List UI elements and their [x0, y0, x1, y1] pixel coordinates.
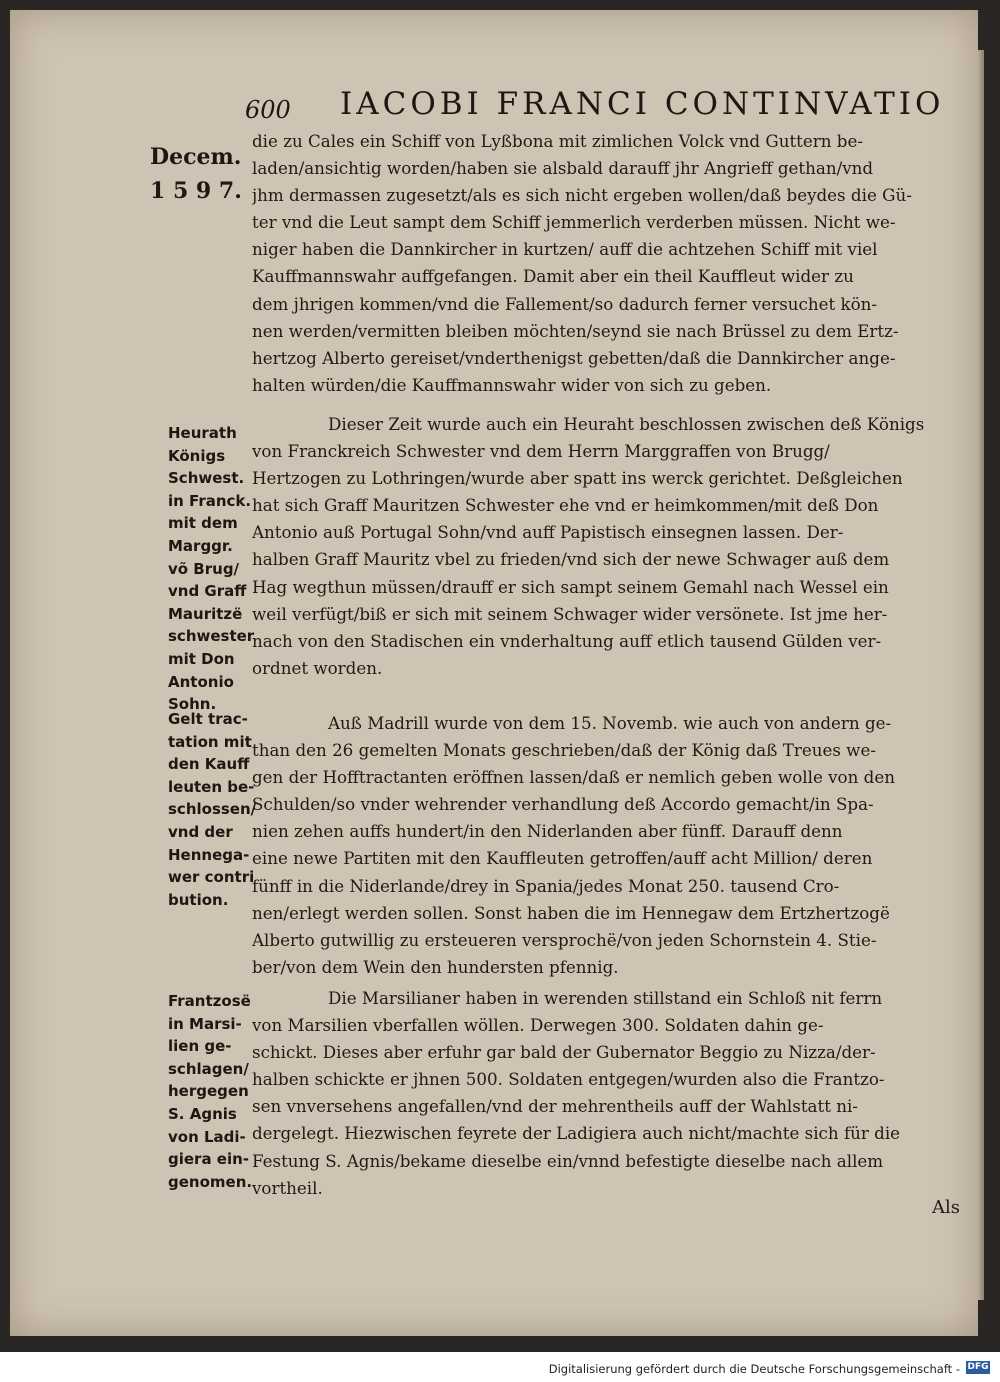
margin-line: võ Brug/: [168, 559, 240, 578]
text-line: nach von den Stadischen ein vnderhaltung auff etlich tausend Gülden ver-: [252, 630, 882, 651]
text-line: Die Marsilianer haben in werenden stillstand ein Schloß nit ferrn: [328, 988, 883, 1008]
text-line: ordnet worden.: [252, 657, 383, 678]
text-line: hertzog Alberto gereiset/vnderthenigst gebetten/daß die Dannkircher ange-: [252, 347, 896, 368]
paragraph-3: [252, 710, 968, 981]
text-line: fünff in die Niderlande/drey in Spania/jedes Monat 250. tausend Cro-: [252, 875, 840, 896]
text-line: ber/von dem Wein den hundersten pfennig.: [252, 956, 619, 977]
text-line: Kauffmannswahr auffgefangen. Damit aber ein theil Kauffleut wider zu: [252, 266, 854, 287]
margin-line: Marggr.: [168, 536, 233, 555]
text-line: hat sich Graff Mauritzen Schwester ehe vnd er heimkommen/mit deß Don: [252, 495, 879, 516]
text-line: von Marsilien vberfallen wöllen. Derwegen 300. Soldaten dahin ge-: [252, 1015, 824, 1036]
running-head: [245, 82, 945, 124]
text-line: Dieser Zeit wurde auch ein Heuraht beschlossen zwischen deß Königs: [328, 414, 925, 434]
margin-line: Heurath: [168, 424, 237, 442]
margin-line: leuten be-: [168, 777, 255, 796]
margin-line: genomen.: [168, 1172, 253, 1191]
text-line: vortheil.: [252, 1177, 323, 1198]
page-number: 600: [245, 96, 291, 124]
text-line: than den 26 gemelten Monats geschrieben/daß der König daß Treues we-: [252, 740, 876, 761]
margin-line: Mauritzë: [168, 604, 243, 623]
text-line: die zu Cales ein Schiff von Lyßbona mit zimlichen Volck vnd Guttern be-: [252, 131, 863, 151]
margin-line: Sohn.: [168, 695, 217, 714]
margin-line: in Marsi-: [168, 1014, 242, 1033]
margin-line: schlagen/: [168, 1059, 249, 1078]
page-edge: [978, 50, 984, 1300]
text-line: sen vnversehens angefallen/vnd der mehrentheils auff der Wahlstatt ni-: [252, 1096, 858, 1117]
text-line: Hag wegthun müssen/drauff er sich sampt seinem Gemahl nach Wessel ein: [252, 576, 889, 597]
text-line: nien zehen auffs hundert/in den Niderlanden aber fünff. Darauff denn: [252, 821, 843, 842]
text-line: ter vnd die Leut sampt dem Schiff jemmerlich verderben müssen. Nicht we-: [252, 212, 896, 233]
dfg-logo: DFG: [967, 1362, 989, 1372]
text-line: schickt. Dieses aber erfuhr gar bald der Gubernator Beggio zu Nizza/der-: [252, 1042, 876, 1063]
text-line: jhm dermassen zugesetzt/als es sich nicht ergeben wollen/daß beydes die Gü-: [252, 185, 912, 206]
text-line: von Franckreich Schwester vnd dem Herrn Marggraffen von Brugg/: [252, 441, 830, 462]
margin-line: in Franck.: [168, 491, 252, 510]
text-line: dergelegt. Hiezwischen feyrete der Ladigiera auch nicht/machte sich für die: [252, 1123, 901, 1144]
text-line: Schulden/so vnder wehrender verhandlung deß Accordo gemacht/in Spa-: [252, 794, 874, 815]
text-line: halten würden/die Kauffmannswahr wider von sich zu geben.: [252, 374, 772, 395]
text-line: halben Graff Mauritz vbel zu frieden/vnd sich der newe Schwager auß dem: [252, 549, 890, 570]
paragraph-4: [252, 985, 968, 1202]
margin-line: mit Don: [168, 649, 235, 668]
funding-credit: Digitalisierung gefördert durch die Deutsche Forschungsgemeinschaft -: [548, 1362, 960, 1376]
text-line: halben schickte er jhnen 500. Soldaten entgegen/wurden also die Frantzo-: [252, 1069, 885, 1090]
margin-line: vnd Graff: [168, 582, 247, 601]
margin-line: schwester: [168, 627, 255, 646]
text-line: Antonio auß Portugal Sohn/vnd auff Papistisch einsegnen lassen. Der-: [252, 522, 844, 543]
text-line: dem jhrigen kommen/vnd die Fallement/so dadurch ferner versuchet kön-: [252, 293, 878, 314]
main-text-block: [252, 128, 968, 1218]
text-line: Festung S. Agnis/bekame dieselbe ein/vnnd befestigte dieselbe nach allem: [252, 1150, 884, 1171]
margin-line: Schwest.: [168, 469, 245, 488]
margin-line: tation mit: [168, 732, 252, 751]
margin-line: mit dem: [168, 514, 238, 533]
margin-line: den Kauff: [168, 755, 250, 774]
text-line: gen der Hofftractanten eröffnen lassen/daß er nemlich geben wolle von den: [252, 767, 895, 788]
text-line: Auß Madrill wurde von dem 15. Novemb. wie auch von andern ge-: [328, 713, 892, 733]
date-margin-note: [150, 140, 260, 208]
text-line: nen/erlegt werden sollen. Sonst haben die im Hennegaw dem Ertzhertzogë: [252, 902, 890, 923]
text-line: weil verfügt/biß er sich mit seinem Schwager wider versönete. Ist jme her-: [252, 603, 888, 624]
margin-line: schlossen/: [168, 800, 257, 819]
catchword: Als: [932, 1197, 960, 1218]
margin-line: Königs: [168, 446, 226, 465]
margin-line: Hennega-: [168, 845, 250, 864]
running-title: IACOBI FRANCI CONTINVATIO: [340, 86, 945, 122]
margin-line: Antonio: [168, 672, 234, 691]
paragraph-1: [252, 128, 968, 399]
margin-line: bution.: [168, 890, 229, 909]
margin-line: Gelt trac-: [168, 710, 248, 728]
footer-bar: [0, 1352, 1000, 1382]
margin-note-merchants: [168, 708, 268, 911]
margin-line: wer contri: [168, 868, 255, 887]
margin-line: von Ladi-: [168, 1127, 246, 1146]
text-line: Hertzogen zu Lothringen/wurde aber spatt ins werck gerichtet. Deßgleichen: [252, 468, 903, 489]
text-line: niger haben die Dannkircher in kurtzen/ auff die achtzehen Schiff mit viel: [252, 239, 878, 260]
text-line: laden/ansichtig worden/haben sie alsbald darauff jhr Angrieff gethan/vnd: [252, 158, 874, 179]
text-line: Alberto gutwillig zu ersteueren versprochë/von jeden Schornstein 4. Stie-: [252, 929, 877, 950]
text-line: eine newe Partiten mit den Kauffleuten getroffen/auff acht Million/ deren: [252, 848, 873, 869]
paragraph-2: [252, 411, 968, 682]
margin-line: Frantzosë: [168, 992, 251, 1010]
margin-note-marriage: [168, 422, 268, 716]
margin-note-marseille: [168, 990, 268, 1193]
margin-line: S. Agnis: [168, 1104, 237, 1123]
margin-line: hergegen: [168, 1082, 249, 1101]
margin-line: lien ge-: [168, 1037, 232, 1056]
date-month: Decem.: [150, 144, 242, 170]
margin-line: vnd der: [168, 822, 233, 841]
date-year: 1 5 9 7.: [150, 178, 242, 204]
text-line: nen werden/vermitten bleiben möchten/seynd sie nach Brüssel zu dem Ertz-: [252, 320, 899, 341]
margin-line: giera ein-: [168, 1150, 250, 1169]
